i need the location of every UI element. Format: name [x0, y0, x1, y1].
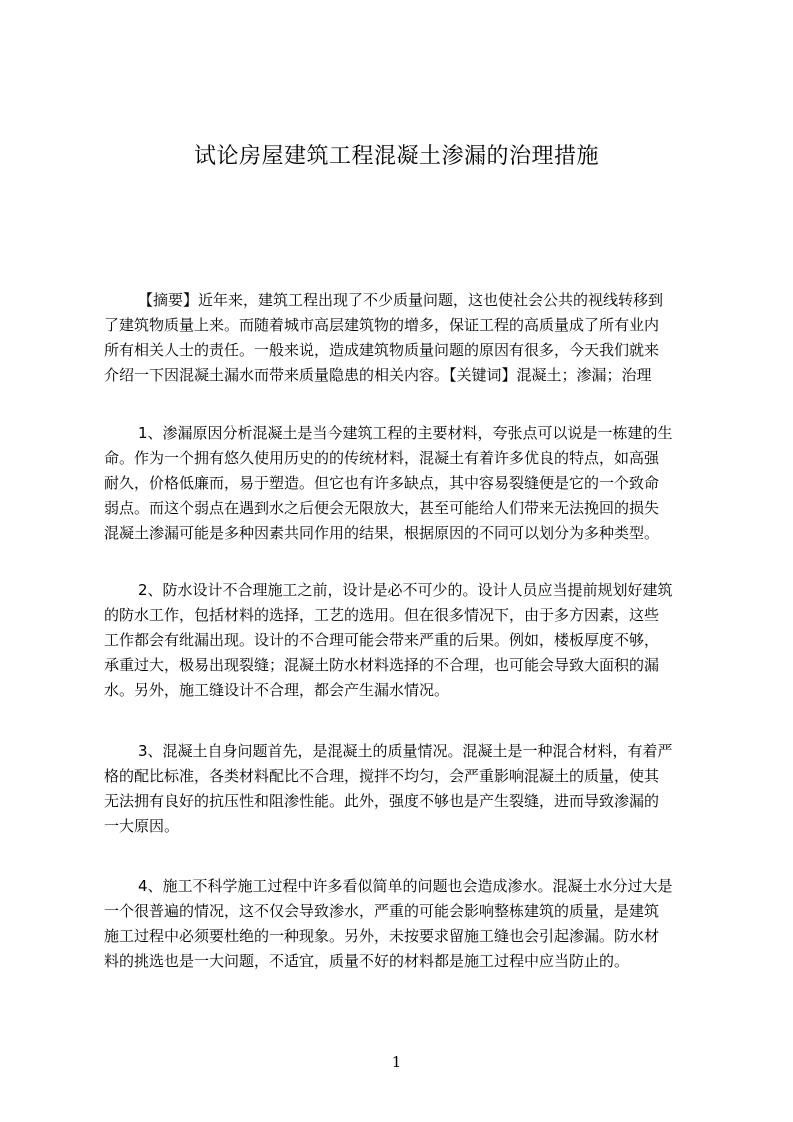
section-2-paragraph — [104, 578, 710, 703]
paragraph-line: 所有相关人士的责任。一般来说，造成建筑物质量问题的原因有很多，今天我们就来 — [104, 341, 660, 359]
paragraph-line: 【摘要】近年来，建筑工程出现了不少质量问题，这也使社会公共的视线转移到 — [138, 291, 664, 309]
paragraph-line: 格的配比标准，各类材料配比不合理，搅拌不均匀，会严重影响混凝土的质量，使其 — [104, 767, 660, 785]
paragraph-line: 1、渗漏原因分析混凝土是当今建筑工程的主要材料，夸张点可以说是一栋建的生 — [138, 424, 673, 442]
paragraph-line: 承重过大，极易出现裂缝；混凝土防水材料选择的不合理，也可能会导致大面积的漏 — [104, 656, 660, 674]
section-4-paragraph — [104, 874, 710, 974]
paragraph-line: 了建筑物质量上来。而随着城市高层建筑物的增多，保证工程的高质量成了所有业内 — [104, 316, 660, 334]
document-title: 试论房屋建筑工程混凝土渗漏的治理措施 — [193, 144, 599, 169]
paragraph-line: 施工过程中必须要杜绝的一种现象。另外，未按要求留施工缝也会引起渗漏。防水材 — [104, 927, 660, 945]
paragraph-line: 命。作为一个拥有悠久使用历史的的传统材料，混凝土有着许多优良的特点，如高强 — [104, 449, 660, 467]
paragraph-line: 4、施工不科学施工过程中许多看似简单的问题也会造成渗水。混凝土水分过大是 — [138, 877, 673, 895]
paragraph-line: 一大原因。 — [104, 817, 180, 835]
paragraph-line: 介绍一下因混凝土漏水而带来质量隐患的相关内容。【关键词】混凝土；渗漏；治理 — [104, 366, 652, 384]
paragraph-line: 一个很普遍的情况，这不仅会导致渗水，严重的可能会影响整栋建筑的质量，是建筑 — [104, 902, 660, 920]
paragraph-line: 3、混凝土自身问题首先，是混凝土的质量情况。混凝土是一种混合材料，有着严 — [138, 742, 673, 760]
paragraph-line: 无法拥有良好的抗压性和阻渗性能。此外，强度不够也是产生裂缝，进而导致渗漏的 — [104, 792, 660, 810]
paragraph-line: 弱点。而这个弱点在遇到水之后便会无限放大，甚至可能给人们带来无法挽回的损失 — [104, 499, 660, 517]
paragraph-line: 混凝土渗漏可能是多种因素共同作用的结果，根据原因的不同可以划分为多种类型。 — [104, 524, 660, 542]
paragraph-line: 的防水工作，包括材料的选择，工艺的选用。但在很多情况下，由于多方因素，这些 — [104, 606, 660, 624]
paragraph-line: 2、防水设计不合理施工之前，设计是必不可少的。设计人员应当提前规划好建筑 — [138, 581, 673, 599]
paragraph-line: 工作都会有纰漏出现。设计的不合理可能会带来严重的后果。例如，楼板厚度不够， — [104, 631, 660, 649]
page-number: 1 — [391, 1053, 402, 1071]
section-1-paragraph — [104, 421, 710, 546]
paragraph-line: 水。另外，施工缝设计不合理，都会产生漏水情况。 — [104, 681, 450, 699]
abstract-paragraph — [104, 288, 710, 388]
paragraph-line: 耐久，价格低廉而，易于塑造。但它也有许多缺点，其中容易裂缝便是它的一个致命 — [104, 474, 660, 492]
section-3-paragraph — [104, 739, 710, 839]
paragraph-line: 料的挑选也是一大问题，不适宜，质量不好的材料都是施工过程中应当防止的。 — [104, 952, 630, 970]
